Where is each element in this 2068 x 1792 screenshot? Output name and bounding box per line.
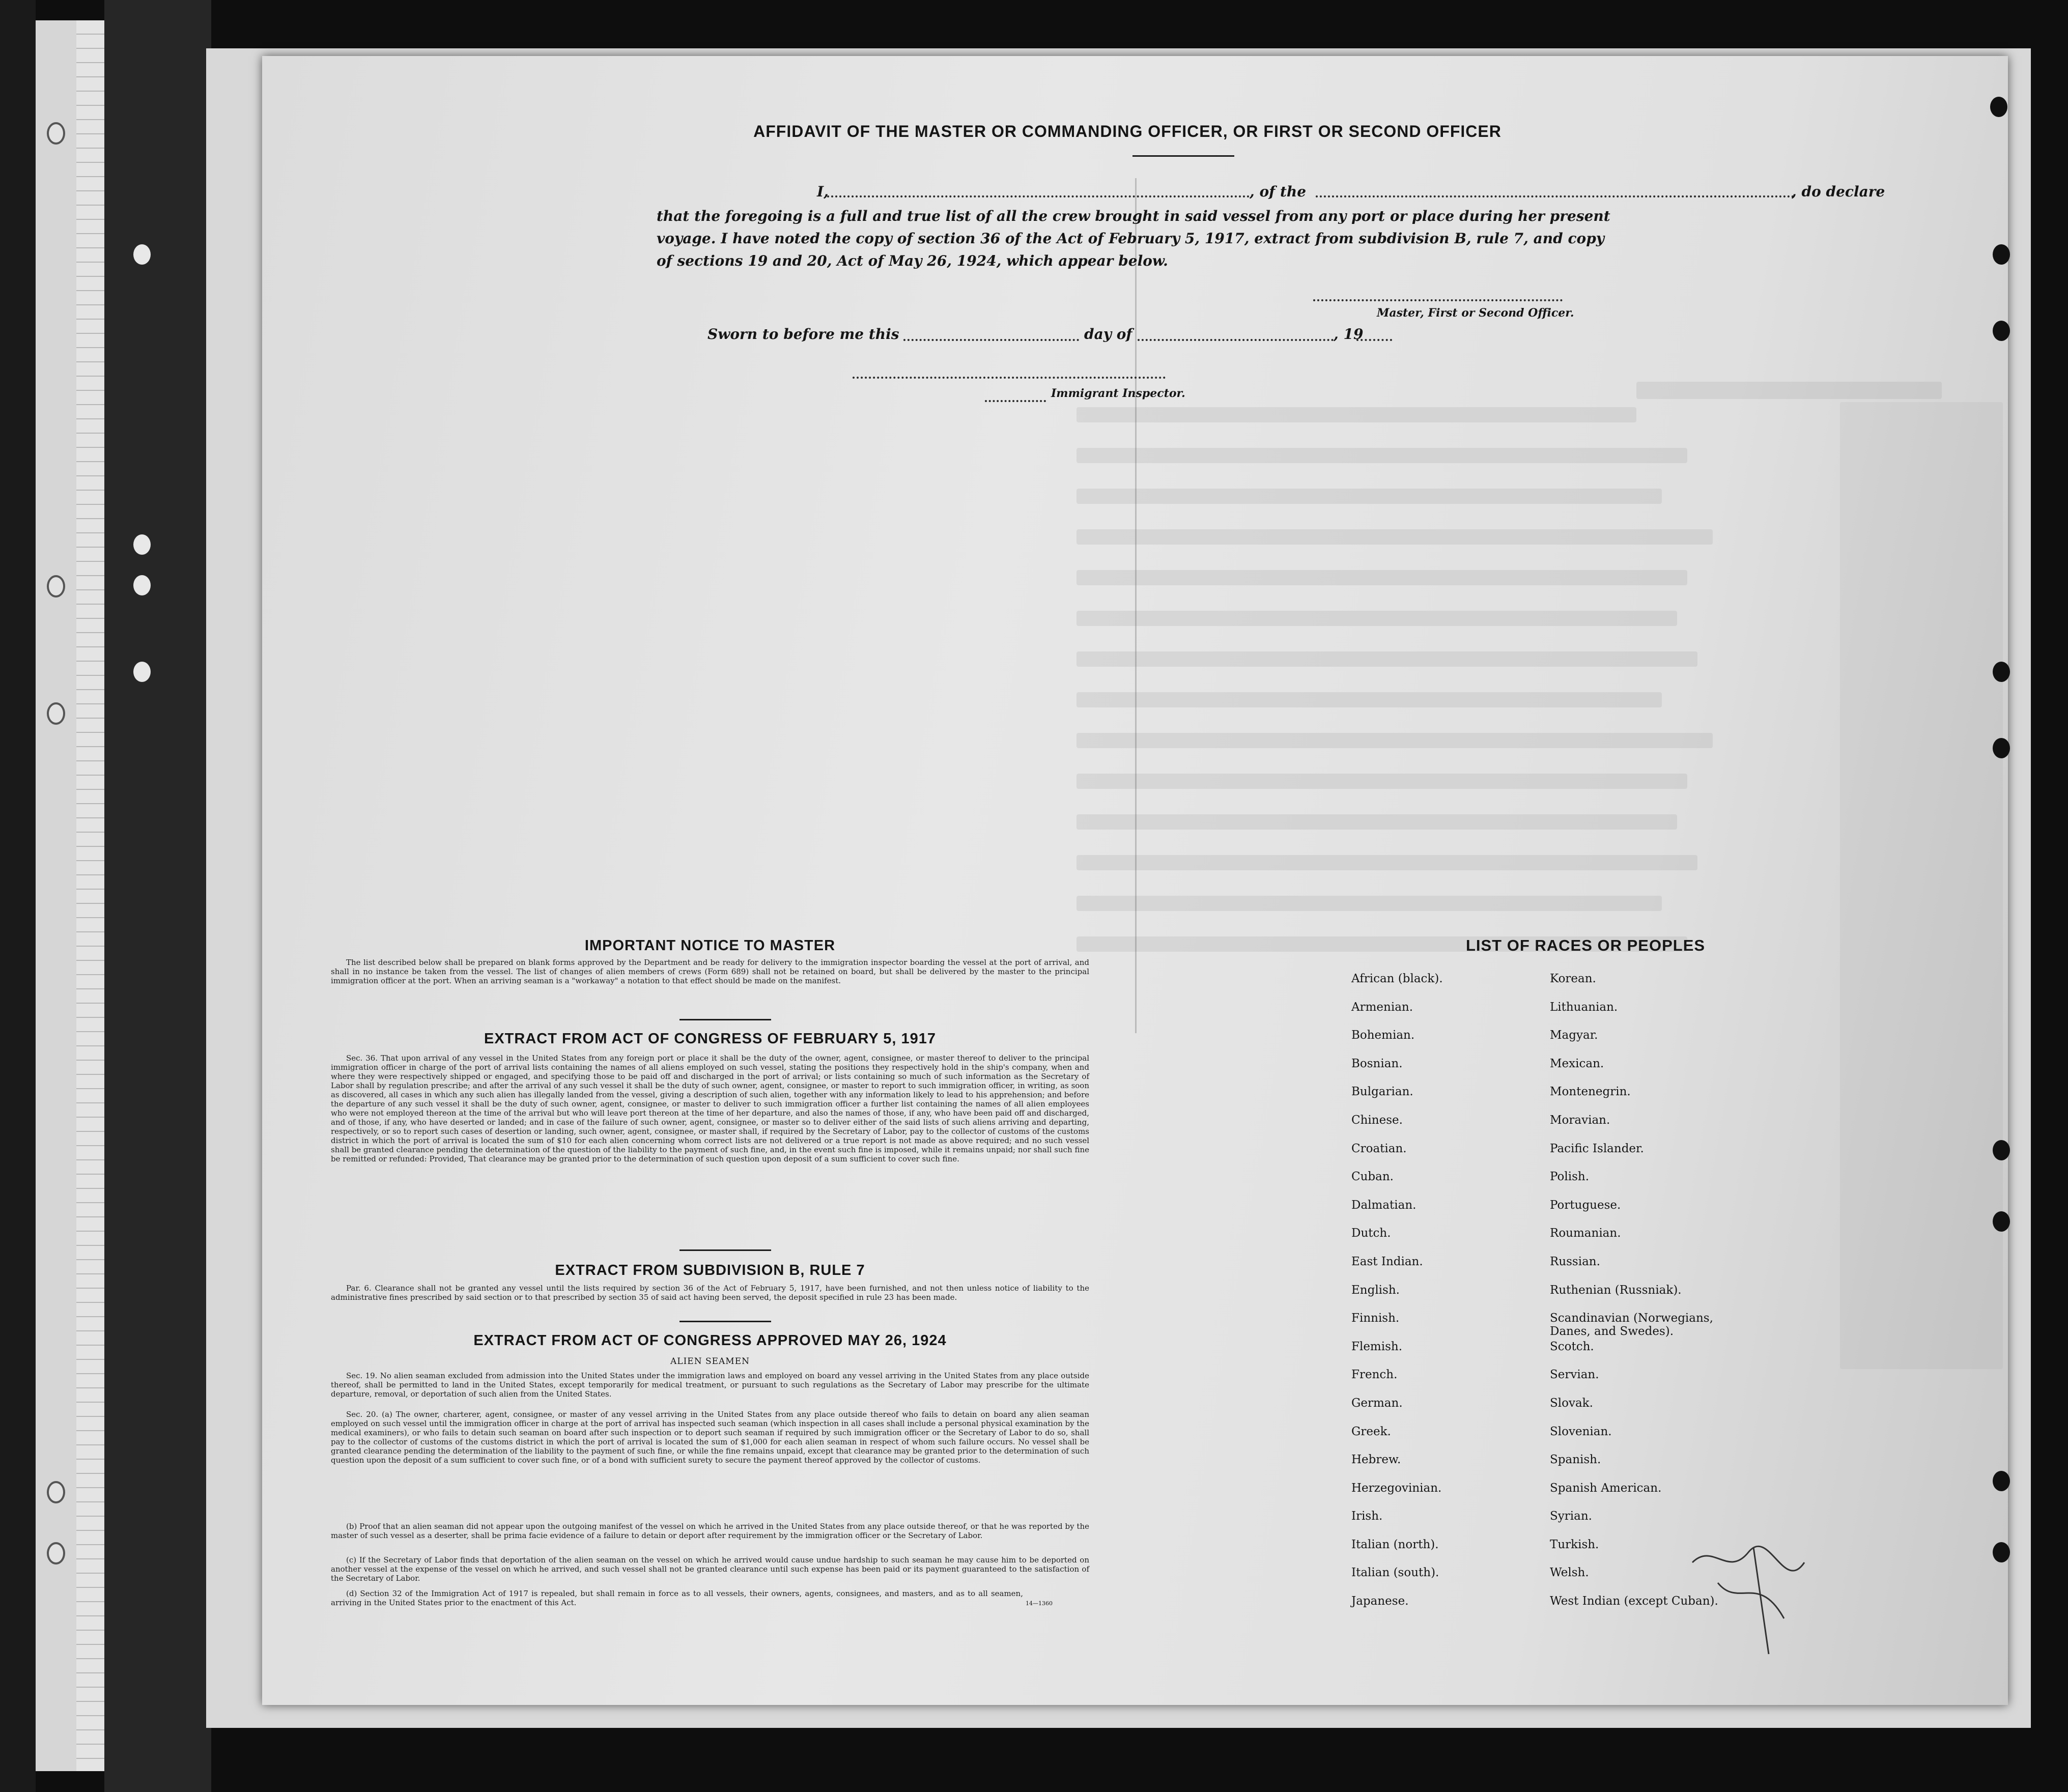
extract-rule7-title: EXTRACT FROM SUBDIVISION B, RULE 7 <box>555 1262 865 1278</box>
title-rule <box>1132 155 1234 157</box>
bleed-through <box>1077 489 1662 504</box>
race-item: Chinese. <box>1351 1113 1403 1127</box>
notice-title: IMPORTANT NOTICE TO MASTER <box>584 937 836 954</box>
race-item: East Indian. <box>1351 1255 1423 1268</box>
master-signature-line[interactable] <box>1313 299 1563 301</box>
binder-hole <box>1993 738 2010 758</box>
manifest-sheet <box>262 56 2008 1705</box>
race-item: Mexican. <box>1550 1057 1604 1070</box>
race-item: Finnish. <box>1351 1312 1400 1325</box>
ledger-strip <box>76 20 105 1771</box>
race-item: African (black). <box>1351 972 1443 985</box>
binder-hole <box>133 534 151 555</box>
race-item: Bulgarian. <box>1351 1085 1413 1099</box>
race-item: Pacific Islander. <box>1550 1142 1644 1155</box>
race-item: Moravian. <box>1550 1113 1610 1127</box>
bleed-through <box>1077 733 1713 748</box>
binder-hole <box>47 1542 65 1565</box>
race-item: Italian (north). <box>1351 1538 1439 1551</box>
binder-hole <box>133 662 151 682</box>
binder-hole <box>1993 321 2010 341</box>
bleed-through <box>1077 896 1662 911</box>
race-item: Lithuanian. <box>1550 1000 1618 1014</box>
section-rule <box>679 1019 771 1020</box>
affidavit-declare: , do declare <box>1792 183 1885 200</box>
name-field[interactable] <box>827 195 1250 197</box>
race-item: Greek. <box>1351 1425 1391 1438</box>
binder-hole <box>47 575 65 598</box>
binder-hole <box>1993 1140 2010 1160</box>
affidavit-i: I, <box>817 183 829 200</box>
binder-hole <box>1990 97 2007 117</box>
bleed-through <box>1077 448 1687 463</box>
race-item: Slovak. <box>1550 1396 1593 1410</box>
race-item: Flemish. <box>1351 1340 1403 1353</box>
year-prefix: , 19 <box>1334 326 1364 343</box>
bleed-through <box>1077 529 1713 545</box>
race-item: Spanish American. <box>1550 1481 1662 1495</box>
bleed-through <box>1077 611 1677 626</box>
race-item: Magyar. <box>1550 1029 1598 1042</box>
master-label: Master, First or Second Officer. <box>1377 306 1574 320</box>
race-item: Croatian. <box>1351 1142 1407 1155</box>
affidavit-line-3: voyage. I have noted the copy of section 36 of the Act of February 5, 1917, extract from subdivision B, rule 7, and copy <box>657 230 1605 247</box>
extract-rule7-body: Par. 6. Clearance shall not be granted any vessel until the lists required by section 36 of the Act of February 5, 1917, have been furnished, and not then unless notice of liability to the administrative fines prescribed by said section or to that prescribed by section 35 of said act having been served, the deposit specified in rule 23 has been made. <box>331 1284 1089 1302</box>
race-item: Bohemian. <box>1351 1029 1415 1042</box>
inspector-label: Immigrant Inspector. <box>1051 387 1185 400</box>
affidavit-of-the: , of the <box>1250 183 1307 200</box>
bleed-through <box>1077 814 1677 830</box>
race-item: Cuban. <box>1351 1170 1394 1184</box>
race-item: Welsh. <box>1550 1566 1589 1580</box>
race-item: Syrian. <box>1550 1510 1592 1523</box>
binder-hole <box>1993 1542 2010 1562</box>
race-item: Ruthenian (Russniak). <box>1550 1283 1682 1297</box>
races-title: LIST OF RACES OR PEOPLES <box>1465 936 1706 954</box>
extract-1917-title: EXTRACT FROM ACT OF CONGRESS OF FEBRUARY 5, 1917 <box>484 1031 937 1047</box>
binding-strip <box>36 20 78 1771</box>
race-item: French. <box>1351 1368 1398 1382</box>
race-item: Slovenian. <box>1550 1425 1612 1438</box>
sec20d-body: (d) Section 32 of the Immigration Act of 1917 is repealed, but shall remain in force as to all vessels, their owners, agents, consignees, and masters, and as to all seamen, arriving in the United States prior to the enactment of this Act. <box>331 1589 1023 1607</box>
form-number: 14—1360 <box>1026 1600 1053 1607</box>
bleed-through <box>1077 774 1687 789</box>
binder-hole <box>47 702 65 725</box>
race-item: Japanese. <box>1351 1595 1409 1608</box>
bleed-through <box>1077 855 1697 870</box>
race-item: German. <box>1351 1396 1403 1410</box>
race-item: Irish. <box>1351 1510 1383 1523</box>
sec20a-body: Sec. 20. (a) The owner, charterer, agent, consignee, or master of any vessel arriving in the United States from any place outside thereof who fails to detain on board any alien seaman employed on such vessel until the immigration officer in charge at the port of arrival has inspected such seaman (which inspection in all cases shall include a personal physical examination by the medical examiners), or who fails to detain such seaman on board after such inspection or to deport such seaman if required by such immigration officer or the Secretary of Labor to do so, shall pay to the collector of customs of the customs district in which the port of arrival is located the sum of $1,000 for each alien seaman in respect of whom such failure occurs. No vessel shall be granted clearance pending the determination of the liability to the payment of such fine, or while the fine remains unpaid, except that clearance may be granted prior to the determination of such question upon the deposit of a sum sufficient to cover such fine, or of a bond with sufficient surety to secure the payment thereof approved by the collector of customs. <box>331 1410 1089 1465</box>
scanner-background <box>0 0 36 1792</box>
race-item: English. <box>1351 1283 1400 1297</box>
sec20b-body: (b) Proof that an alien seaman did not appear upon the outgoing manifest of the vessel on which he arrived in the United States from any place outside thereof, or that he was reported by the master of such vessel as a deserter, shall be prima facie evidence of a failure to detain or deport after requirement by the immigration officer or the Secretary of Labor. <box>331 1522 1089 1540</box>
race-item: Montenegrin. <box>1550 1085 1631 1099</box>
race-item: Servian. <box>1550 1368 1599 1382</box>
race-item: Italian (south). <box>1351 1566 1439 1580</box>
race-item: Roumanian. <box>1550 1227 1621 1240</box>
pen-scribble <box>1682 1532 1835 1664</box>
race-item: Herzegovinian. <box>1351 1481 1442 1495</box>
sworn-prefix: Sworn to before me this <box>707 326 899 343</box>
races-right-column <box>1550 972 1753 1623</box>
notice-body: The list described below shall be prepared on blank forms approved by the Department and be ready for delivery to the immigration inspector boarding the vessel at the port of arrival, and shall in no instance be taken from the vessel. The list of changes of alien members of crews (Form 689) shall not be retained on board, but shall be delivered by the master to the principal immigration officer at the port. When an arriving seaman is a "workaway" a notation to that effect should be made on the manifest. <box>331 958 1089 985</box>
race-item: Armenian. <box>1351 1000 1413 1014</box>
race-item: Dutch. <box>1351 1227 1391 1240</box>
binder-hole <box>1993 244 2010 265</box>
binder-hole <box>47 1481 65 1503</box>
inspector-signature-line[interactable] <box>853 377 1166 379</box>
bleed-through <box>1636 382 1942 399</box>
races-left-column <box>1351 972 1540 1623</box>
affidavit-line-2: that the foregoing is a full and true list of all the crew brought in said vessel from any port or place during her present <box>657 208 1610 224</box>
race-item: Korean. <box>1550 972 1596 985</box>
sec20c-body: (c) If the Secretary of Labor finds that deportation of the alien seaman on the vessel on which he arrived would cause undue hardship to such seaman he may cause him to be deported on another vessel at the expense of the vessel on which he arrived, and such vessel shall not be granted clearance until such expense has been paid or its payment guaranteed to the satisfaction of the Secretary of Labor. <box>331 1555 1089 1583</box>
vessel-field[interactable] <box>1316 195 1794 197</box>
race-item: Polish. <box>1550 1170 1590 1184</box>
binder-hole <box>133 244 151 265</box>
bleed-through <box>1077 692 1662 707</box>
affidavit-title: AFFIDAVIT OF THE MASTER OR COMMANDING OFFICER, OR FIRST OR SECOND OFFICER <box>753 122 1502 140</box>
race-item: Dalmatian. <box>1351 1198 1417 1212</box>
section-rule <box>679 1249 771 1251</box>
race-item: Scandinavian (Norwegians, Danes, and Swedes). <box>1550 1312 1713 1339</box>
race-item: Spanish. <box>1550 1453 1601 1467</box>
race-item: Hebrew. <box>1351 1453 1401 1467</box>
binder-hole <box>1993 662 2010 682</box>
affidavit-line-4: of sections 19 and 20, Act of May 26, 1924, which appear below. <box>657 252 1168 269</box>
sworn-day-field[interactable] <box>903 339 1079 341</box>
extract-1917-body: Sec. 36. That upon arrival of any vessel in the United States from any foreign port or place it shall be the duty of the owner, agent, consignee, or master thereof to deliver to the principal immigration officer in charge of the port of arrival lists containing the names of all aliens employed on such vessel, stating the positions they respectively hold in the ship's company, when and where they were respectively shipped or engaged, and specifying those to be paid off and discharged in the port of arrival; or lists containing so much of such information as the Secretary of Labor shall by regulation prescribe; and after the arrival of any such vessel it shall be the duty of such owner, agent, consignee, or master to report to such immigration officer, in writing, as soon as discovered, all cases in which any such alien has illegally landed from the vessel, giving a description of such alien, together with any information likely to lead to his apprehension; and before the departure of any such vessel it shall be the duty of such owner, agent, consignee, or master to deliver to such immigration officer a further list containing the names of all alien employees who were not employed thereon at the time of the arrival but who will leave port thereon at the time of her departure, and also the names of those, if any, who have been paid off and discharged, and of those, if any, who have deserted or landed; and in case of the failure of such owner, agent, consignee, or master so to deliver either of the said lists of such aliens arriving and departing, respectively, or so to report such cases of desertion or landing, such owner, agent, consignee, or master shall, if required by the Secretary of Labor, pay to the collector of customs of the customs district in which the port of arrival is located the sum of $10 for each alien concerning whom correct lists are not delivered or a true report is not made as above required; and no such vessel shall be granted clearance pending the determination of the question of the liability to the payment of such fine, and, in the event such fine is imposed, while it remains unpaid; nor shall such fine be remitted or refunded: Provided, That clearance may be granted prior to the determination of such question upon deposit of a sum sufficient to cover such fine. <box>331 1054 1089 1163</box>
day-of-label: day of <box>1084 326 1132 343</box>
race-item: Portuguese. <box>1550 1198 1621 1212</box>
sworn-year-field[interactable] <box>1356 339 1392 341</box>
race-item: Turkish. <box>1550 1538 1599 1551</box>
bleed-through <box>1077 651 1697 667</box>
sec19-body: Sec. 19. No alien seaman excluded from admission into the United States under the immigration laws and employed on board any vessel arriving in the United States from any place outside thereof, shall be permitted to land in the United States, except temporarily for medical treatment, or pursuant to such regulations as the Secretary of Labor may prescribe for the ultimate departure, removal, or deportation of such alien from the United States. <box>331 1371 1089 1399</box>
extract-1924-title: EXTRACT FROM ACT OF CONGRESS APPROVED MAY 26, 1924 <box>473 1332 947 1349</box>
race-item: West Indian (except Cuban). <box>1550 1595 1718 1608</box>
section-rule <box>679 1321 771 1322</box>
page-fold <box>1135 178 1137 1033</box>
binder-hole <box>133 575 151 595</box>
race-item: Bosnian. <box>1351 1057 1403 1070</box>
race-item: Scotch. <box>1550 1340 1594 1353</box>
sworn-month-field[interactable] <box>1138 339 1334 341</box>
bleed-through <box>1077 570 1687 585</box>
binding-shadow <box>104 0 211 1792</box>
bleed-through <box>1840 402 2003 1369</box>
race-item: Russian. <box>1550 1255 1600 1268</box>
alien-seamen-subtitle: ALIEN SEAMEN <box>670 1356 750 1367</box>
binder-hole <box>47 122 65 145</box>
inspector-prefix-line <box>985 400 1046 402</box>
binder-hole <box>1993 1211 2010 1232</box>
bleed-through <box>1077 407 1636 422</box>
binder-hole <box>1993 1471 2010 1491</box>
